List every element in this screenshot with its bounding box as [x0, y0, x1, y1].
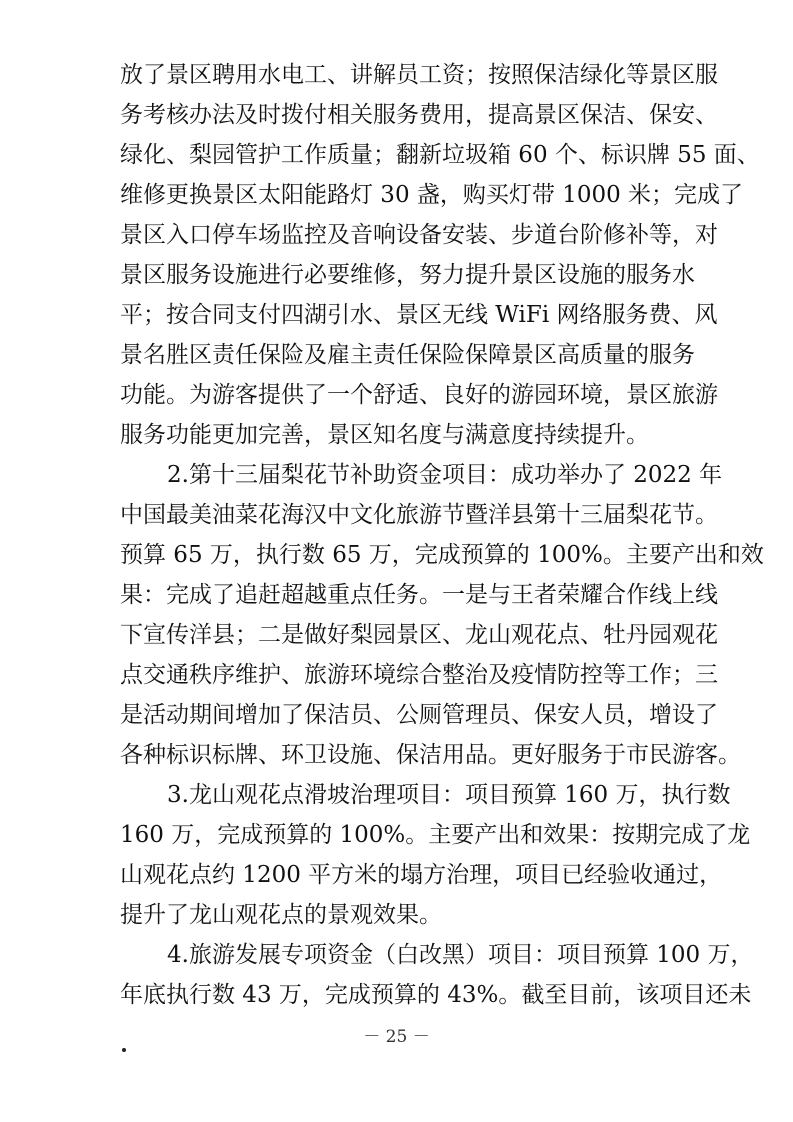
scan-dot [122, 1048, 126, 1052]
text-line: 中国最美油菜花海汉中文化旅游节暨洋县第十三届梨花节。 [120, 502, 718, 528]
text-line: 服务功能更加完善，景区知名度与满意度持续提升。 [120, 422, 649, 448]
text-line: 160 万，完成预算的 100%。主要产出和效果：按期完成了龙 [120, 822, 751, 848]
text-line: 3.龙山观花点滑坡治理项目：项目预算 160 万，执行数 [167, 782, 731, 808]
text-line: 景区服务设施进行必要维修，努力提升景区设施的服务水 [120, 262, 695, 288]
text-line: 预算 65 万，执行数 65 万，完成预算的 100%。主要产出和效 [120, 542, 764, 568]
text-line: 各种标识标牌、环卫设施、保洁用品。更好服务于市民游客。 [120, 742, 741, 768]
text-line: 下宣传洋县；二是做好梨园景区、龙山观花点、牡丹园观花 [120, 622, 718, 648]
text-line: 功能。为游客提供了一个舒适、良好的游园环境，景区旅游 [120, 382, 718, 408]
text-line: 绿化、梨园管护工作质量；翻新垃圾箱 60 个、标识牌 55 面、 [120, 142, 760, 168]
text-line: 放了景区聘用水电工、讲解员工资；按照保洁绿化等景区服 [120, 62, 718, 88]
text-line: 平；按合同支付四湖引水、景区无线 WiFi 网络服务费、风 [120, 302, 718, 328]
text-line: 维修更换景区太阳能路灯 30 盏，购买灯带 1000 米；完成了 [120, 182, 744, 208]
text-line: 务考核办法及时拨付相关服务费用，提高景区保洁、保安、 [120, 102, 718, 128]
text-line: 2.第十三届梨花节补助资金项目：成功举办了 2022 年 [167, 462, 723, 488]
text-line: 年底执行数 43 万，完成预算的 43%。截至目前，该项目还未 [120, 982, 752, 1008]
text-line: 4.旅游发展专项资金（白改黑）项目：项目预算 100 万， [167, 942, 754, 968]
text-line: 果：完成了追赶超越重点任务。一是与王者荣耀合作线上线 [120, 582, 718, 608]
text-line: 是活动期间增加了保洁员、公厕管理员、保安人员，增设了 [120, 702, 718, 728]
text-line: 景区入口停车场监控及音响设备安装、步道台阶修补等，对 [120, 222, 718, 248]
page-number: － 25 － [363, 1027, 430, 1047]
text-line: 提升了龙山观花点的景观效果。 [120, 902, 442, 928]
text-line: 景名胜区责任保险及雇主责任保险保障景区高质量的服务 [120, 342, 695, 368]
text-line: 点交通秩序维护、旅游环境综合整治及疫情防控等工作；三 [120, 662, 718, 688]
text-line: 山观花点约 1200 平方米的塌方治理，项目已经验收通过， [120, 862, 723, 888]
